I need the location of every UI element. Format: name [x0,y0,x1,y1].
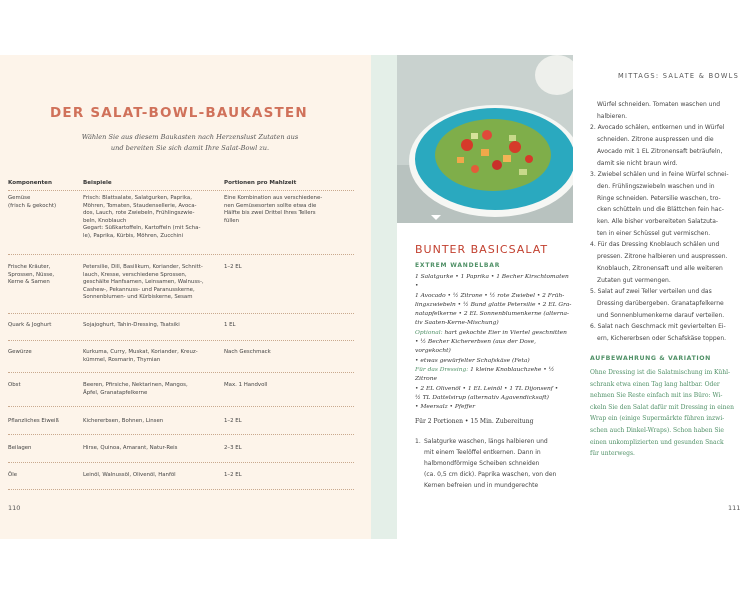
cell-line: (frisch & gekocht) [8,202,57,209]
cell-portion: 1–2 EL [224,418,242,424]
recipe-subtitle: EXTREM WANDELBAR [415,262,501,269]
cell-portion: 2–3 EL [224,445,242,451]
intro-line: und bereiten Sie sich damit Ihre Salat-Bowl zu. [110,144,270,152]
step-line: 3. Zwiebel schälen und in feine Würfel schnei- [590,171,729,179]
steps-column-1 [415,436,575,491]
storage-line: für unterwegs. [590,450,635,458]
cell-line: Gegart: Süßkartoffeln, Kartoffeln (mit Scha- [83,225,201,232]
cell-line: Kurkuma, Curry, Muskat, Koriander, Kreuz- [83,349,198,355]
cell-examples: Leinöl, Walnussöl, Olivenöl, Hanföl [83,472,176,478]
cell-examples [83,349,219,364]
cell-component: Gewürze [8,349,32,355]
storage-line: ckeln Sie den Salat dafür mit Dressing in einen [590,403,734,411]
intro-text [60,132,320,154]
cell-portion: Max. 1 Handvoll [224,382,268,388]
cell-portion: 1 EL [224,322,236,328]
step-line: Würfel schneiden. Tomaten waschen und [597,101,721,108]
step-line: damit sie nicht braun wird. [597,159,678,167]
ingredient-line: • Meersalz • Pfeffer [415,404,476,411]
ingredients-block [415,273,573,412]
cell-line: füllen [224,217,240,224]
step-line: (ca. 0,5 cm dick). Paprika waschen, von den [424,471,557,478]
ingredient-line: • etwas gewürfelter Schafskäse (Feta) [415,357,530,364]
step-line: Dressing darübergeben. Granatapfelkerne [597,299,724,307]
cell-line: le), Paprika, Kürbis, Möhren, Zucchini [83,232,184,239]
step-line: Avocado mit 1 EL Zitronensaft beträufeln, [597,147,723,155]
cell-line: nen Gemüsesorten sollte etwa die [224,202,317,209]
ingredient-line: 1 Avocado • ½ Zitrone • ½ rote Zwiebel • 2 Früh- [415,292,565,299]
dressing-label: Für das Dressing: [415,366,469,373]
cell-examples [83,195,219,241]
cell-line: Äpfel, Granatapfelkerne [83,389,148,396]
ingredient-line [415,366,573,385]
step-line: Kernen befreien und in mundgerechte [424,482,539,489]
table-divider [8,462,354,463]
salad-bowl-image [397,55,573,223]
step-line: ern, Kichererbsen oder Schafskäse toppen. [597,335,727,343]
ingredient-line: natapfelkerne • 2 EL Sonnenblumenkerne (alterna- [415,311,570,318]
cell-component [8,264,78,287]
running-header: MITTAGS: SALATE & BOWLS [618,72,740,80]
ingredient-text: hart gekochte Eier in Viertel geschnitten [442,329,567,336]
steps-column-2 [590,99,740,345]
cell-examples: Hirse, Quinoa, Amarant, Natur-Reis [83,445,178,451]
step-number: 1. [415,438,421,445]
step-line: halbieren. [597,112,628,120]
step-line: den. Frühlingszwiebeln waschen und in [597,182,715,190]
optional-label: Optional: [415,329,443,336]
cell-line: kümmel, Rosmarin, Thymian [83,356,161,363]
ingredient-line: 1 Salatgurke • 1 Paprika • 1 Becher Kirschtomaten • [415,274,569,290]
table-divider [8,434,354,435]
storage-line: schrank etwa einen Tag lang haltbar. Oder [590,380,720,388]
cell-line: Eine Kombination aus verschiedene- [224,195,323,201]
photo-notch [431,215,441,220]
cell-line: Petersilie, Dill, Basilikum, Koriander, Schnitt- [83,264,203,270]
ingredient-line: tiv Saaten-Kerne-Mischung) [415,320,499,327]
step-line: 4. Für das Dressing Knoblauch schälen und [590,241,720,249]
cell-portion: 1–2 EL [224,472,242,478]
table-divider [8,313,354,314]
cell-examples [83,264,219,302]
table-divider [8,489,354,490]
ingredient-text: 1 kleine Knoblauchzehe • ½ Zitrone [415,366,555,383]
table-divider [8,372,354,373]
table-divider [8,254,354,255]
ingredient-line [415,329,573,338]
page-number-right: 111 [728,504,741,512]
storage-line: Ohne Dressing ist die Salatmischung im Kühl- [590,369,731,376]
cell-component: Beilagen [8,445,32,451]
table-divider [8,340,354,341]
step-line: cken schütteln und die Blättchen fein hac- [597,206,724,214]
page-title: DER SALAT-BOWL-BAUKASTEN [50,105,308,121]
cell-line: 1–2 EL [224,264,242,270]
table-divider [8,406,354,407]
cell-line: beln, Knoblauch [83,217,127,224]
ingredient-line: • 2 EL Olivenöl • 1 EL Leinöl • 1 TL Dijonsenf • [415,385,559,392]
ingredient-line: • ½ Becher Kichererbsen (aus der Dose, vorgekocht) [415,339,537,355]
cell-line: Kerne & Samen [8,279,50,286]
ingredient-line: lingszwiebeln • ½ Bund glatte Petersilie • 2 EL Gra- [415,301,572,308]
cell-line: Frische Kräuter, [8,264,51,270]
cell-line: geschälte Hanfsamen, Leinsamen, Walnuss-, [83,279,204,286]
step-line: Knoblauch, Zitronensaft und alle weiteren [597,264,723,272]
right-page-band [371,55,397,539]
step-line: Zutaten gut vermengen. [597,276,671,284]
recipe-title: BUNTER BASICSALAT [415,243,549,256]
cell-line: Gemüse [8,195,31,201]
cell-line: dos, Lauch, rote Zwiebeln, Frühlingszwie- [83,210,195,217]
cell-component [8,195,78,210]
step-line: ken. Alle bisher vorbereiteten Salatzuta- [597,218,719,226]
storage-heading: AUFBEWAHRUNG & VARIATION [590,355,711,362]
storage-text [590,367,740,460]
cell-component: Öle [8,472,18,478]
storage-line: nehmen Sie Reste einfach mit ins Büro: Wi- [590,392,723,400]
step-line [415,436,575,447]
serving-info: Für 2 Portionen • 15 Min. Zubereitung [415,418,534,425]
step-text: Salatgurke waschen, längs halbieren und [424,438,548,445]
step-line: 2. Avocado schälen, entkernen und in Würfel [590,124,725,132]
cell-line: Cashew-, Pekannuss- und Paranusskerne, [83,286,195,293]
cell-line: lauch, Kresse, verschiedene Sprossen, [83,271,187,278]
step-line: Ringe schneiden. Petersilie waschen, tro- [597,194,721,202]
cell-portion [224,195,344,225]
cell-line: Hälfte bis zwei Drittel Ihres Tellers [224,210,316,217]
cell-line: Frisch: Blattsalate, Salatgurken, Paprika, [83,195,192,201]
storage-line: schen auch Dinkel-Wraps). Schon haben Sie [590,426,724,434]
cell-component: Pflanzliches Eiweiß [8,418,59,424]
cell-portion: Nach Geschmack [224,349,271,355]
salad-photo [397,55,573,223]
ingredient-line: ½ TL Dattelsirup (alternativ Agavendicksaft) [415,394,549,401]
cell-component: Quark & Joghurt [8,322,52,328]
storage-line: einen unkomplizierten und gesunden Snack [590,438,724,446]
cell-examples: Sojajoghurt, Tahin-Dressing, Tsatsiki [83,322,180,328]
step-line: 5. Salat auf zwei Teller verteilen und das [590,288,712,296]
cell-examples: Kichererbsen, Bohnen, Linsen [83,418,164,424]
cell-component: Obst [8,382,21,388]
table-header-examples: Beispiele [83,180,112,186]
table-header-portion: Portionen pro Mahlzeit [224,180,297,186]
table-header-component: Komponenten [8,180,52,186]
cell-line: Möhren, Tomaten, Staudensellerie, Avoca- [83,202,197,209]
cell-portion [224,264,344,272]
step-line: ten in einer Schüssel gut vermischen. [597,229,711,237]
step-line: und Sonnenblumenkerne darauf verteilen. [597,311,725,319]
cell-line: Sprossen, Nüsse, [8,271,55,278]
intro-line: Wählen Sie aus diesem Baukasten nach Herzenslust Zutaten aus [81,133,299,141]
step-line: 6. Salat nach Geschmack mit geviertelten Ei- [590,323,726,331]
cell-line: Beeren, Pfirsiche, Nektarinen, Mangos, [83,382,188,388]
table-divider [8,190,354,191]
step-line: mit einem Teelöffel entkernen. Dann in [424,449,541,456]
cell-line: Sonnenblumen- und Kürbiskerne, Sesam [83,294,193,301]
step-line: pressen. Zitrone halbieren und auspressen. [597,253,728,261]
page-number-left: 110 [8,504,21,512]
step-line: halbmondförmige Scheiben schneiden [424,460,540,467]
storage-line: Wrap ein (einige Supermärkte führen inzwi- [590,415,725,423]
cell-examples [83,382,219,397]
step-line: schneiden. Zitrone auspressen und die [597,136,714,144]
